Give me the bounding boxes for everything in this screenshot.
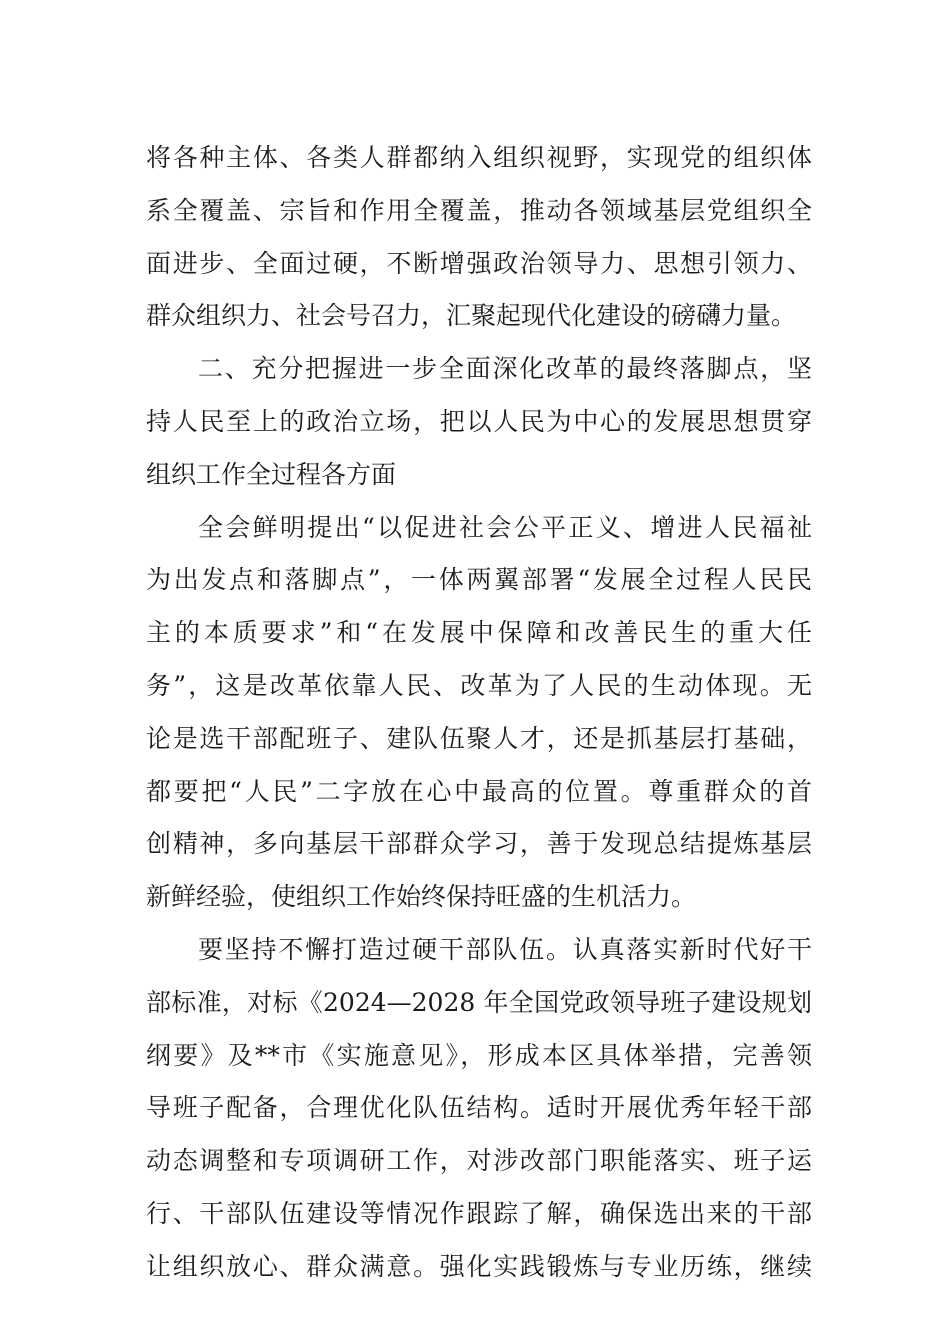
text-line: 纲要》及**市《实施意见》，形成本区具体举措，完善领 bbox=[146, 1040, 812, 1070]
text-line: 群众组织力、社会号召力，汇聚起现代化建设的磅礴力量。 bbox=[146, 301, 797, 331]
document-body bbox=[146, 132, 812, 1294]
text-line: 主的本质要求”和“在发展中保障和改善民生的重大任 bbox=[146, 618, 812, 648]
text-line: 导班子配备，合理优化队伍结构。适时开展优秀年轻干部 bbox=[146, 1093, 812, 1123]
text-line: 论是选干部配班子、建队伍聚人才，还是抓基层打基础， bbox=[146, 723, 812, 753]
section-heading-line: 组织工作全过程各方面 bbox=[146, 459, 397, 489]
text-line: 动态调整和专项调研工作，对涉改部门职能落实、班子运 bbox=[146, 1146, 812, 1176]
text-line: 为出发点和落脚点”，一体两翼部署“发展全过程人民民 bbox=[146, 565, 812, 595]
text-line: 将各种主体、各类人群都纳入组织视野，实现党的组织体 bbox=[146, 143, 812, 172]
text-line: 系全覆盖、宗旨和作用全覆盖，推动各领域基层党组织全 bbox=[146, 195, 812, 225]
text-line: 行、干部队伍建设等情况作跟踪了解，确保选出来的干部 bbox=[146, 1198, 812, 1228]
text-line: 都要把“人民”二字放在心中最高的位置。尊重群众的首 bbox=[146, 776, 812, 806]
text-line: 面进步、全面过硬，不断增强政治领导力、思想引领力、 bbox=[146, 248, 812, 278]
text-line: 创精神，多向基层干部群众学习，善于发现总结提炼基层 bbox=[146, 829, 812, 859]
text-line: 部标准，对标《2024—2028 年全国党政领导班子建设规划 bbox=[146, 987, 812, 1017]
text-line: 让组织放心、群众满意。强化实践锻炼与专业历练，继续 bbox=[146, 1251, 812, 1281]
section-heading-line: 二、充分把握进一步全面深化改革的最终落脚点，坚 bbox=[198, 354, 812, 384]
text-line: 务”，这是改革依靠人民、改革为了人民的生动体现。无 bbox=[146, 670, 812, 700]
section-heading-line: 持人民至上的政治立场，把以人民为中心的发展思想贯穿 bbox=[146, 406, 812, 436]
text-line: 要坚持不懈打造过硬干部队伍。认真落实新时代好干 bbox=[198, 934, 812, 964]
text-line: 全会鲜明提出“以促进社会公平正义、增进人民福祉 bbox=[198, 512, 812, 542]
text-line: 新鲜经验，使组织工作始终保持旺盛的生机活力。 bbox=[146, 882, 697, 912]
